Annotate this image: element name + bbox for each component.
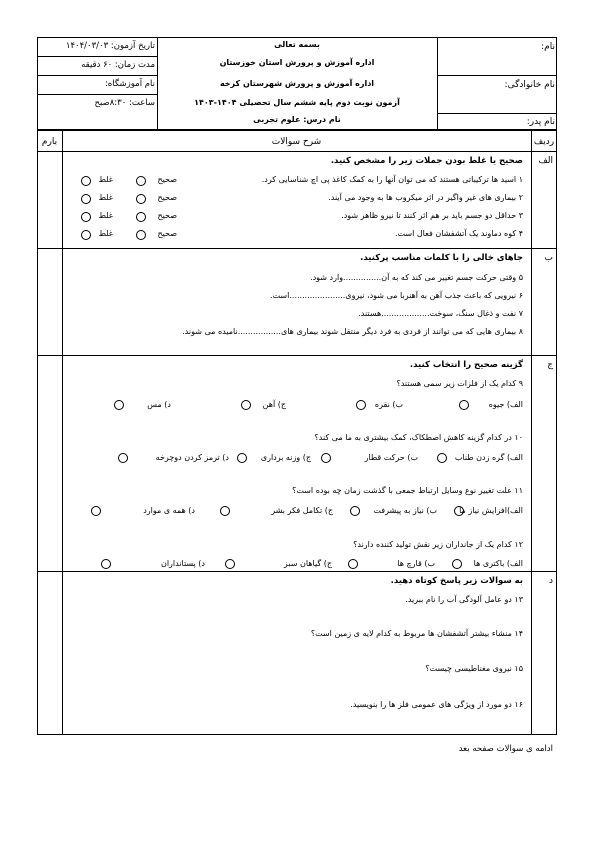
section-label-b: ب: [544, 253, 553, 263]
col-score-header: بارم: [41, 137, 58, 147]
bismillah: بسمه تعالی: [274, 40, 320, 49]
false-radio[interactable]: [81, 176, 91, 186]
false-radio[interactable]: [81, 194, 91, 204]
exam-duration: مدت زمان: ۶۰ دقیقه: [81, 60, 155, 70]
tf-question: ۳ حداقل دو جسم باید بر هم اثر کنند تا نیرو ظاهر شود.: [341, 211, 523, 220]
header-line3: آزمون نوبت دوم پایه ششم سال تحصیلی ۱۴۰۴-۱۴۰۳: [194, 98, 400, 107]
mc-radio[interactable]: [114, 400, 124, 410]
section-label-d: د: [548, 576, 553, 586]
mc-option: الف) گره زدن طناب: [454, 453, 523, 462]
section-title-b: جاهای خالی را با کلمات مناسب پرکنید.: [360, 253, 523, 263]
mc-option: ب) حرکت قطار: [364, 453, 418, 462]
section-line: [37, 571, 557, 572]
name-label: نام:: [541, 42, 555, 52]
true-label: صحیح: [157, 193, 177, 202]
header-left-line: [37, 56, 157, 57]
short-answer-question: ۱۵ نیروی مغناطیسی چیست؟: [425, 664, 523, 673]
true-radio[interactable]: [136, 194, 146, 204]
exam-time: ساعت: ۸:۳۰صبح: [94, 98, 155, 108]
mc-radio[interactable]: [118, 453, 128, 463]
header-left-line: [37, 94, 157, 95]
true-label: صحیح: [157, 229, 177, 238]
false-radio[interactable]: [81, 212, 91, 222]
true-radio[interactable]: [136, 212, 146, 222]
col-divider-row: [531, 130, 532, 735]
short-answer-question: ۱۴ منشاء بیشتر آتشفشان ها مربوط به کدام لایه ی زمین است؟: [310, 629, 523, 638]
mc-radio[interactable]: [348, 559, 358, 569]
section-title-d: به سوالات زیر پاسخ کوتاه دهید.: [390, 576, 523, 586]
mc-option: الف)افزایش نیاز ما: [459, 506, 523, 515]
mc-option: ج) گیاهان سبز: [283, 559, 332, 568]
exam-date: تاریخ آزمون: ۱۴۰۴/۰۳/۰۳: [65, 41, 155, 51]
continued-note: ادامه ی سوالات صفحه بعد: [458, 744, 553, 754]
mc-radio[interactable]: [220, 506, 230, 516]
mc-radio[interactable]: [452, 559, 462, 569]
table-header-line: [37, 151, 557, 152]
family-label: نام خانوادگی:: [504, 80, 555, 90]
mc-radio[interactable]: [437, 453, 447, 463]
fill-question: ۸ بیماری هایی که می توانند از فردی به فرد دیگر منتقل شوند بیماری های.................نامیده می شوند.: [182, 327, 523, 336]
false-label: غلط: [98, 229, 113, 238]
mc-radio[interactable]: [321, 453, 331, 463]
header-line2: اداره آموزش و پرورش شهرستان کرخه: [219, 79, 375, 88]
col-divider-score: [62, 130, 63, 735]
mc-option: د) ترمز کردن دوچرخه: [155, 453, 229, 462]
header-left-line: [37, 75, 157, 76]
short-answer-question: ۱۶ دو مورد از ویژگی های عمومی فلز ها را بنویسید.: [350, 700, 523, 709]
mc-radio[interactable]: [356, 400, 366, 410]
mc-option: ب) قارچ ها: [397, 559, 435, 568]
mc-option: ب) نیاز به پیشرفت: [373, 506, 437, 515]
header-row-line: [437, 113, 557, 114]
col-row-header: ردیف: [533, 137, 555, 147]
fill-question: ۶ نیرویی که باعث جذب آهن به آهنربا می شود، نیروی......................است.: [270, 291, 523, 300]
header-row-line: [437, 75, 557, 76]
mc-option: الف) جیوه: [488, 400, 523, 409]
mc-option: د) همه ی موارد: [143, 506, 195, 515]
section-line: [37, 355, 557, 356]
section-title-c: گزینه صحیح را انتخاب کنید.: [409, 360, 523, 370]
mc-option: ب) نقره: [374, 400, 403, 409]
mc-question: ۹ کدام یک از فلزات زیر سمی هستند؟: [396, 379, 523, 388]
father-label: نام پدر:: [526, 117, 555, 127]
true-radio[interactable]: [136, 176, 146, 186]
mc-option: ج) آهن: [262, 400, 286, 409]
tf-question: ۲ بیماری های غیر واگیر در اثر میکروب ها به وجود می آیند.: [328, 193, 523, 202]
short-answer-question: ۱۳ دو عامل آلودگی آب را نام ببرید.: [405, 595, 523, 604]
mc-option: ج) وزنه برداری: [260, 453, 311, 462]
tf-question: ۱ اسید ها ترکیباتی هستند که می توان آنها را به کمک کاغذ پی اچ شناسایی کرد.: [261, 175, 523, 184]
false-radio[interactable]: [81, 230, 91, 240]
header-divider-right: [437, 37, 438, 130]
section-line: [37, 248, 557, 249]
mc-option: د) مس: [147, 400, 171, 409]
mc-radio[interactable]: [237, 453, 247, 463]
mc-radio[interactable]: [241, 400, 251, 410]
mc-radio[interactable]: [225, 559, 235, 569]
mc-question: ۱۰ در کدام گزینه کاهش اصطکاک، کمک بیشتری به ما می کند؟: [314, 433, 523, 442]
false-label: غلط: [98, 175, 113, 184]
mc-question: ۱۲ کدام یک از جانداران زیر نقش تولید کننده دارند؟: [353, 540, 523, 549]
mc-option: ج) تکامل فکر بشر: [271, 506, 333, 515]
tf-question: ۴ کوه دماوند یک آتشفشان فعال است.: [395, 229, 523, 238]
mc-radio[interactable]: [350, 506, 360, 516]
mc-radio[interactable]: [91, 506, 101, 516]
false-label: غلط: [98, 211, 113, 220]
section-title-a: صحیح یا غلط بودن جملات زیر را مشخص کنید.: [330, 156, 523, 166]
col-desc-header: شرح سوالات: [271, 137, 322, 147]
true-radio[interactable]: [136, 230, 146, 240]
mc-radio[interactable]: [459, 400, 469, 410]
fill-question: ۷ نفت و ذغال سنگ، سوخت...................هستند.: [358, 309, 523, 318]
fill-question: ۵ وقتی حرکت جسم تغییر می کند که به آن...............وارد شود.: [310, 273, 523, 282]
header-line1: اداره آموزش و پرورش استان خوزستان: [219, 58, 375, 67]
course-name: نام درس: علوم تجربی: [253, 115, 341, 124]
mc-option: د) پستانداران: [160, 559, 205, 568]
mc-option: الف) باکتری ها: [473, 559, 523, 568]
mc-radio[interactable]: [454, 506, 464, 516]
true-label: صحیح: [157, 211, 177, 220]
mc-radio[interactable]: [101, 559, 111, 569]
section-label-c: ج: [547, 360, 553, 370]
true-label: صحیح: [157, 175, 177, 184]
school-label: نام آموزشگاه:: [104, 79, 155, 89]
mc-question: ۱۱ علت تغییر نوع وسایل ارتباط جمعی با گذشت زمان چه بوده است؟: [292, 486, 523, 495]
section-label-a: الف: [538, 156, 553, 166]
false-label: غلط: [98, 193, 113, 202]
